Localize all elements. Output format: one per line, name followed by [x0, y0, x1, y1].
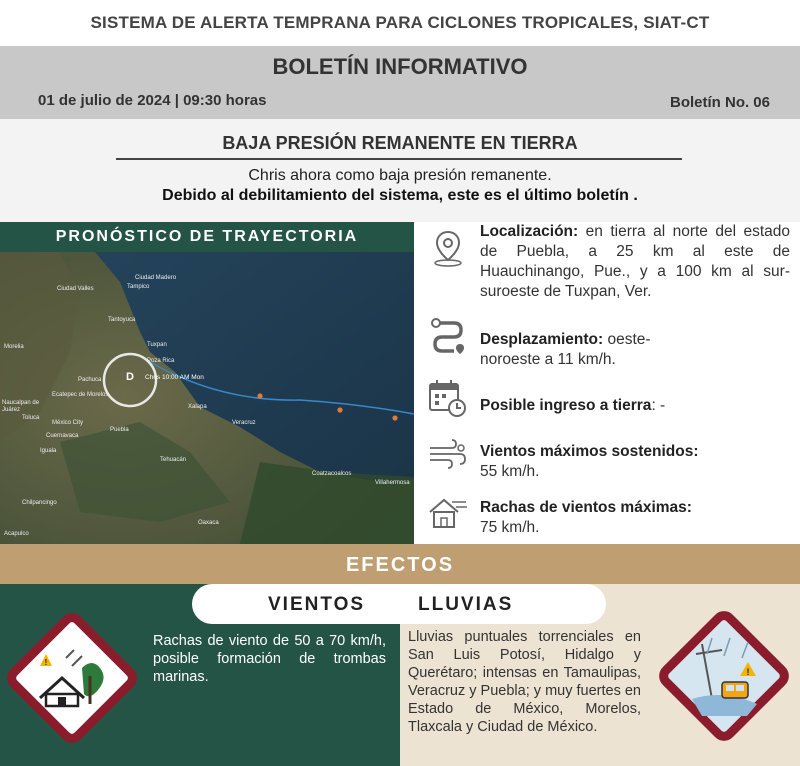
rain-effect-text: Lluvias puntuales torrenciales en San Luis Potosí, Hidalgo y Querétaro; intensas en Tamaulipas, Veracruz y Puebla; y muy fuertes en Estado de México, Morelos, Tlaxcala y Ciudad de México.	[408, 629, 641, 735]
rain-warning-icon	[652, 604, 797, 749]
effects-header-pill	[192, 584, 606, 624]
gusts-text: Rachas de vientos máximas: 75 km/h.	[480, 499, 692, 536]
map-place-label: Toluca	[22, 415, 40, 421]
landfall-text: Posible ingreso a tierra: -	[480, 397, 666, 414]
subtitle-underline	[116, 158, 682, 160]
map-place-label: Tehuacán	[160, 457, 187, 463]
map-place-label: Pachuca	[78, 377, 102, 383]
track-forecast-map	[0, 222, 414, 544]
bulletin-number: Boletín No. 06	[669, 94, 770, 111]
bulletin-date: 01 de julio de 2024 | 09:30 horas	[38, 92, 267, 109]
map-place-label: Iguala	[40, 448, 57, 454]
map-place-label: Villahermosa	[375, 480, 410, 486]
map-place-label: Morelia	[4, 344, 24, 350]
map-place-label: Ciudad Valles	[57, 286, 94, 292]
location-pin-icon	[428, 228, 468, 268]
map-place-label: Ciudad Madero	[135, 275, 177, 281]
summary-line-1: Chris ahora como baja presión remanente.	[248, 167, 552, 184]
summary-line-2: Debido al debilitamiento del sistema, este es el último boletín .	[162, 187, 638, 204]
track-forecast-label: PRONÓSTICO DE TRAYECTORIA	[0, 222, 414, 252]
map-place-label: Naucalpan de Juárez	[2, 400, 40, 413]
calendar-clock-icon	[428, 378, 468, 418]
map-place-label: Puebla	[110, 427, 129, 433]
effects-title: EFECTOS	[0, 544, 800, 584]
map-place-label: Ecatepec de Morelos	[52, 392, 109, 398]
map-place-label: Xalapa	[188, 404, 207, 410]
storm-center-label: D	[126, 371, 134, 383]
movement-text: Desplazamiento: oeste-noroeste a 11 km/h.	[480, 331, 651, 368]
map-place-label: Acapulco	[4, 531, 29, 537]
map-place-label: Oaxaca	[198, 520, 219, 526]
bulletin-title: BOLETÍN INFORMATIVO	[272, 54, 528, 79]
bulletin-band	[0, 46, 800, 119]
winds-effect-text: Rachas de viento de 50 a 70 km/h, posible formación de trombas marinas.	[153, 633, 386, 685]
map-place-label: Cuernavaca	[46, 433, 79, 439]
winds-effect-title: VIENTOS	[268, 594, 366, 615]
house-wind-icon	[428, 492, 468, 532]
svg-text:!: !	[44, 658, 48, 667]
wind-warning-icon	[0, 606, 145, 751]
summary-subtitle: BAJA PRESIÓN REMANENTE EN TIERRA	[222, 133, 578, 153]
map-place-label: Tuxpan	[147, 342, 167, 348]
map-place-label: Tampico	[127, 284, 150, 290]
svg-text:!: !	[746, 667, 750, 677]
storm-annotation: Chris 10:00 AM Mon	[145, 374, 204, 381]
map-place-label: Tantoyuca	[108, 317, 136, 323]
system-title: SISTEMA DE ALERTA TEMPRANA PARA CICLONES TROPICALES, SIAT-CT	[90, 13, 710, 32]
winds-text: Vientos máximos sostenidos: 55 km/h.	[480, 443, 699, 480]
map-place-label: Coatzacoalcos	[312, 471, 352, 477]
satellite-map	[0, 222, 414, 544]
map-place-label: México City	[52, 420, 84, 426]
route-icon	[428, 316, 468, 356]
map-place-label: Veracruz	[232, 420, 256, 426]
location-text: Localización: en tierra al norte del estado de Puebla, a 25 km al este de Huauchinango, Pue., y a 100 km al sur-suroeste de Tuxpan, Ver.	[480, 223, 791, 300]
map-place-label: Poza Rica	[147, 358, 175, 364]
details-panel	[414, 222, 800, 544]
wind-icon	[428, 436, 468, 476]
rain-effect-title: LLUVIAS	[418, 594, 514, 615]
map-place-label: Chilpancingo	[22, 500, 57, 506]
